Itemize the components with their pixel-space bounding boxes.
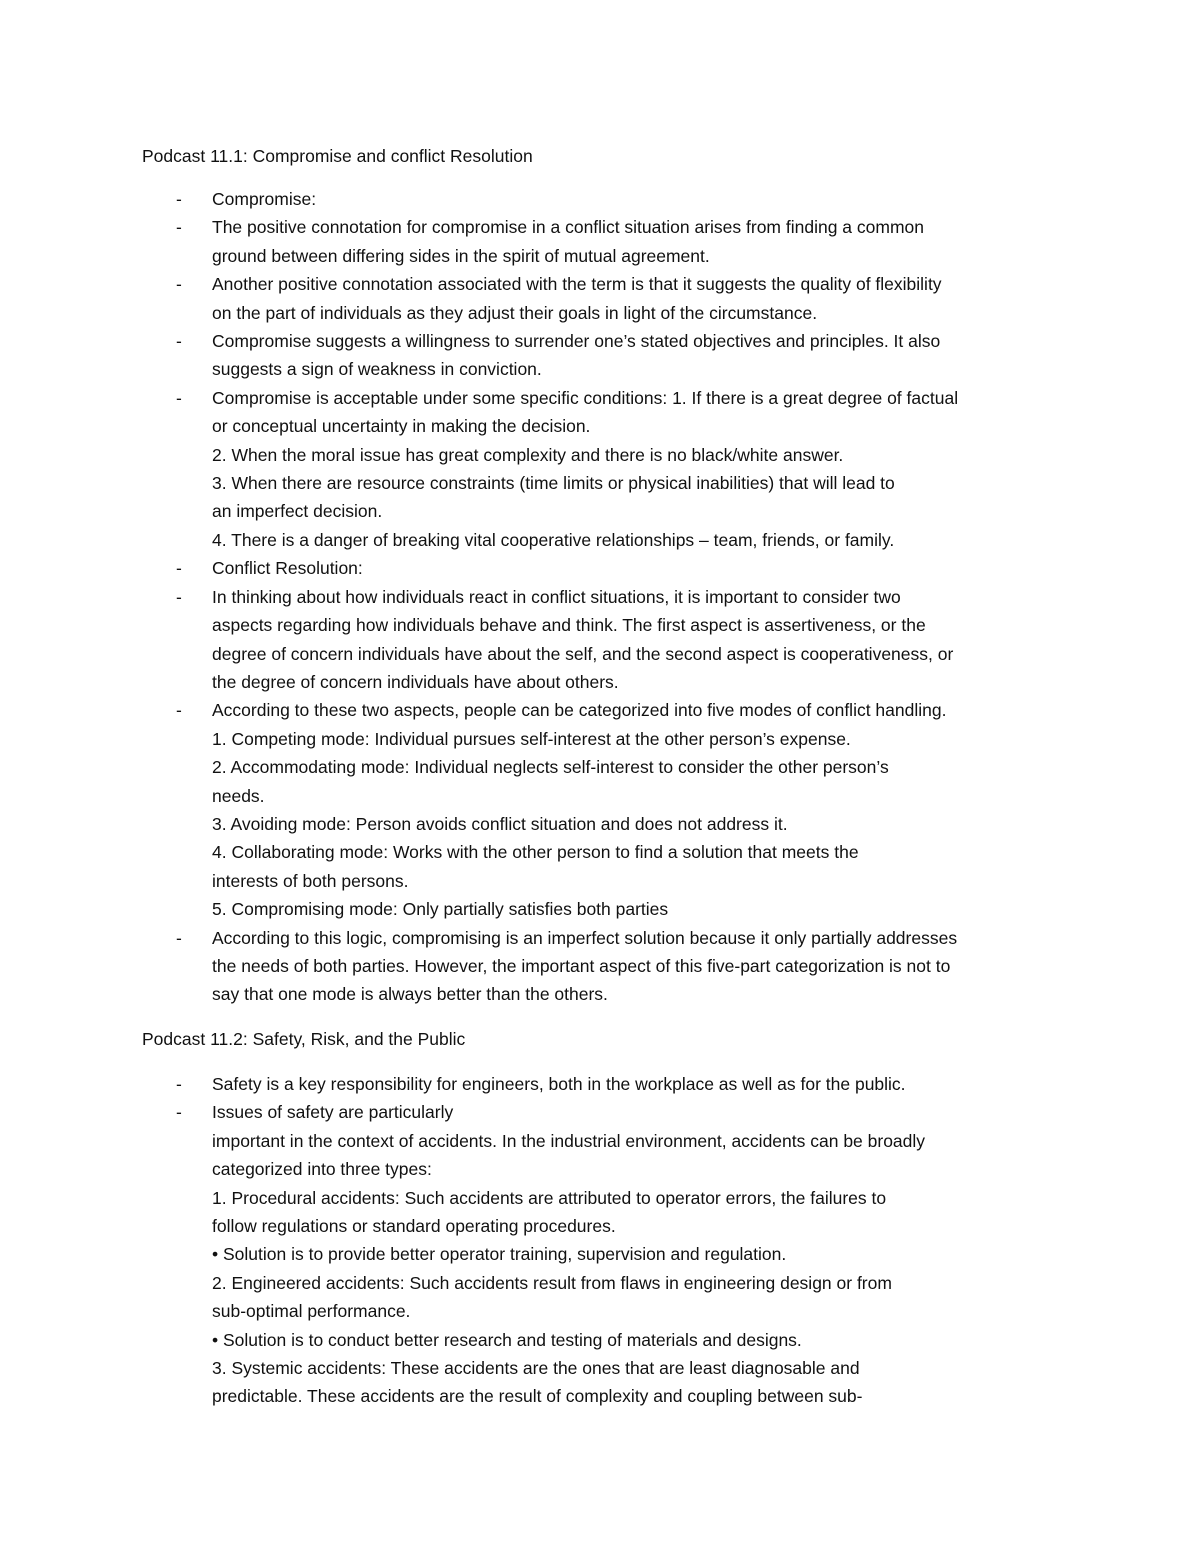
list-item [142,327,1102,384]
text-line: Compromise is acceptable under some specific conditions: 1. If there is a great degree of factual [212,387,959,408]
text-line: In thinking about how individuals react in conflict situations, it is important to consider two [212,586,901,607]
text-line: 3. Avoiding mode: Person avoids conflict situation and does not address it. [212,813,788,834]
text-line: on the part of individuals as they adjust their goals in light of the circumstance. [212,302,818,323]
text-line: 5. Compromising mode: Only partially satisfies both parties [212,899,669,920]
text-line: or conceptual uncertainty in making the decision. [212,416,591,437]
text-line: 3. When there are resource constraints (time limits or physical inabilities) that will lead to [212,473,895,494]
dash-marker: - [176,927,182,948]
dash-marker: - [176,1074,182,1094]
dash-marker: - [176,274,182,295]
dash-marker: - [176,558,182,579]
list-item [142,696,1102,923]
list-item [142,924,1102,1009]
text-line: important in the context of accidents. In the industrial environment, accidents can be broadly [212,1130,926,1151]
text-line: ground between differing sides in the spirit of mutual agreement. [212,245,710,266]
text-line: The positive connotation for compromise in a conflict situation arises from finding a common [212,217,924,238]
text-line: 2. When the moral issue has great complexity and there is no black/white answer. [212,444,844,465]
dash-marker: - [176,700,182,721]
list-item [142,384,1102,554]
text-line: say that one mode is always better than the others. [212,984,608,1005]
text-line: aspects regarding how individuals behave and think. The first aspect is assertiveness, or the [212,615,926,636]
text-line: 4. There is a danger of breaking vital cooperative relationships – team, friends, or family. [212,529,895,550]
section-1-title: Podcast 11.1: Compromise and conflict Resolution [142,146,533,166]
dash-marker: - [176,1102,182,1123]
text-line: • Solution is to provide better operator training, supervision and regulation. [212,1244,787,1265]
text-line: the degree of concern individuals have about others. [212,671,619,692]
text-line: Compromise: [212,189,317,209]
text-line: • Solution is to conduct better research and testing of materials and designs. [212,1329,802,1350]
text-line: 4. Collaborating mode: Works with the other person to find a solution that meets the [212,842,859,863]
section-2-list [142,1070,1102,1411]
text-line: predictable. These accidents are the result of complexity and coupling between sub- [212,1386,863,1407]
text-line: Issues of safety are particularly [212,1102,454,1123]
dash-marker: - [176,331,182,352]
text-line: interests of both persons. [212,870,409,891]
text-line: follow regulations or standard operating procedures. [212,1216,616,1237]
text-line: According to this logic, compromising is an imperfect solution because it only partially addresses [212,927,958,948]
text-line: the needs of both parties. However, the important aspect of this five-part categorization is not to [212,955,951,976]
list-item [142,185,1102,213]
list-item [142,1098,1102,1410]
dash-marker: - [176,189,182,209]
dash-marker: - [176,217,182,238]
section-2-title: Podcast 11.2: Safety, Risk, and the Public [142,1029,466,1049]
text-line: 2. Engineered accidents: Such accidents result from flaws in engineering design or from [212,1272,892,1293]
text-line: needs. [212,785,265,806]
text-line: Compromise suggests a willingness to surrender one’s stated objectives and principles. It also [212,331,941,352]
dash-marker: - [176,387,182,408]
text-line: According to these two aspects, people can be categorized into five modes of conflict handling. [212,700,947,721]
list-item [142,554,1102,582]
text-line: an imperfect decision. [212,501,383,522]
list-item [142,1070,1102,1098]
text-line: suggests a sign of weakness in conviction. [212,359,542,380]
text-line: Safety is a key responsibility for engineers, both in the workplace as well as for the public. [212,1074,906,1094]
list-item [142,583,1102,697]
dash-marker: - [176,586,182,607]
text-line: 3. Systemic accidents: These accidents are the ones that are least diagnosable and [212,1358,860,1379]
text-line: 2. Accommodating mode: Individual neglects self-interest to consider the other person’s [212,757,889,778]
list-item [142,213,1102,270]
text-line: 1. Competing mode: Individual pursues self-interest at the other person’s expense. [212,728,851,749]
text-line: Another positive connotation associated with the term is that it suggests the quality of flexibility [212,274,942,295]
text-line: categorized into three types: [212,1159,432,1180]
text-line: Conflict Resolution: [212,558,363,579]
section-1-list [142,185,1102,1009]
text-line: degree of concern individuals have about the self, and the second aspect is cooperativeness, or [212,643,954,664]
text-line: sub-optimal performance. [212,1301,411,1322]
text-line: 1. Procedural accidents: Such accidents are attributed to operator errors, the failures to [212,1187,887,1208]
list-item [142,270,1102,327]
